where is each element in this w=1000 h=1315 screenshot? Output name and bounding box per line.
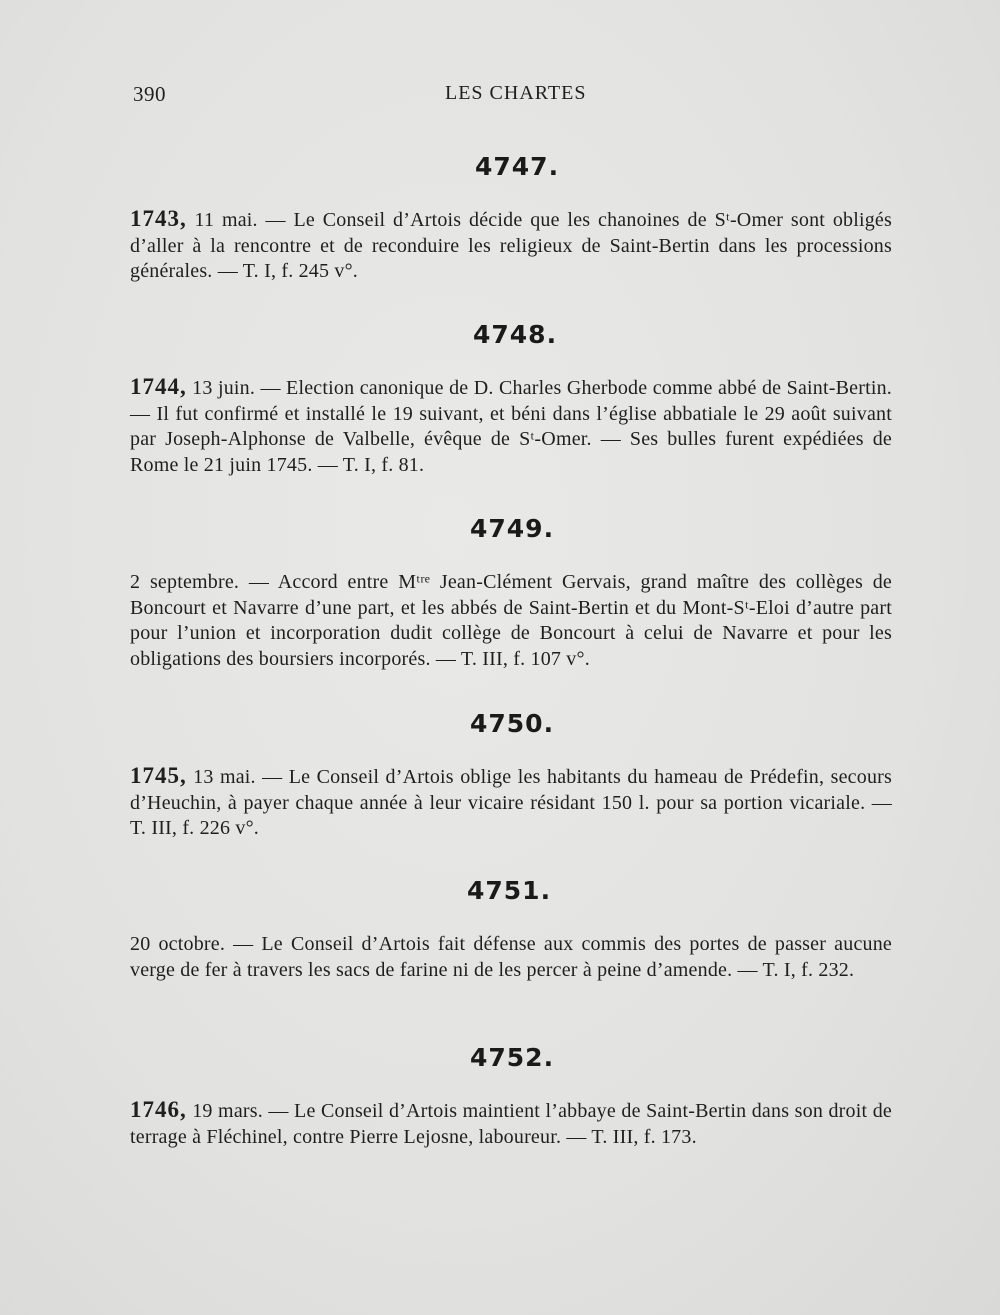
- entry-text: [130, 206, 892, 285]
- entry-body: 13 mai. — Le Conseil d’Artois oblige les habitants du hameau de Prédefin, secours d’Heuchin, à payer chaque année à leur vicaire résidant 150 l. pour sa portion vicariale. — T. III, f. 226 v°.: [130, 766, 892, 839]
- entry-number: 4751.: [467, 876, 552, 905]
- entry-number: 4752.: [470, 1043, 555, 1072]
- entry-body: 20 octobre. — Le Conseil d’Artois fait défense aux commis des portes de passer aucune verge de fer à travers les sacs de farine ni de les percer à peine d’amende. — T. I, f. 232.: [130, 933, 892, 981]
- page-header: [133, 82, 893, 112]
- entry-body: 11 mai. — Le Conseil d’Artois décide que les chanoines de Sᵗ-Omer sont obligés d’aller à la rencontre et de reconduire les religieux de Saint-Bertin dans les processions générales. — T. I, f. 245 v°.: [130, 209, 892, 282]
- entry-year: 1745,: [130, 763, 187, 788]
- entry-year: 1743,: [130, 206, 187, 231]
- entry-body: 19 mars. — Le Conseil d’Artois maintient l’abbaye de Saint-Bertin dans son droit de terrage à Fléchinel, contre Pierre Lejosne, laboureur. — T. III, f. 173.: [130, 1100, 892, 1148]
- entry-body: 2 septembre. — Accord entre Mᵗʳᵉ Jean-Clément Gervais, grand maître des collèges de Boncourt et Navarre d’une part, et les abbés de Saint-Bertin et du Mont-Sᵗ-Eloi d’autre part pour l’union et incorporation dudit collège de Boncourt à celui de Navarre et pour les obligations des boursiers incorporés. — T. III, f. 107 v°.: [130, 571, 892, 670]
- entry-body: 13 juin. — Election canonique de D. Charles Gherbode comme abbé de Saint-Bertin. — Il fut confirmé et installé le 19 suivant, et béni dans l’église abbatiale le 29 août suivant par Joseph-Alphonse de Valbelle, évêque de Sᵗ-Omer. — Ses bulles furent expédiées de Rome le 21 juin 1745. — T. I, f. 81.: [130, 377, 892, 476]
- entry-number: 4747.: [475, 152, 560, 181]
- entry-number: 4750.: [470, 709, 555, 738]
- entry-number: 4749.: [470, 514, 555, 543]
- page-number: 390: [133, 82, 166, 106]
- entry-year: 1744,: [130, 374, 187, 399]
- entry-text: [130, 763, 892, 842]
- entry-text: [130, 930, 892, 983]
- entry-text: [130, 374, 892, 478]
- entry-number: 4748.: [473, 320, 558, 349]
- entry-text: [130, 1097, 892, 1150]
- running-title: LES CHARTES: [445, 82, 587, 104]
- entry-year: 1746,: [130, 1097, 187, 1122]
- entry-text: [130, 568, 892, 672]
